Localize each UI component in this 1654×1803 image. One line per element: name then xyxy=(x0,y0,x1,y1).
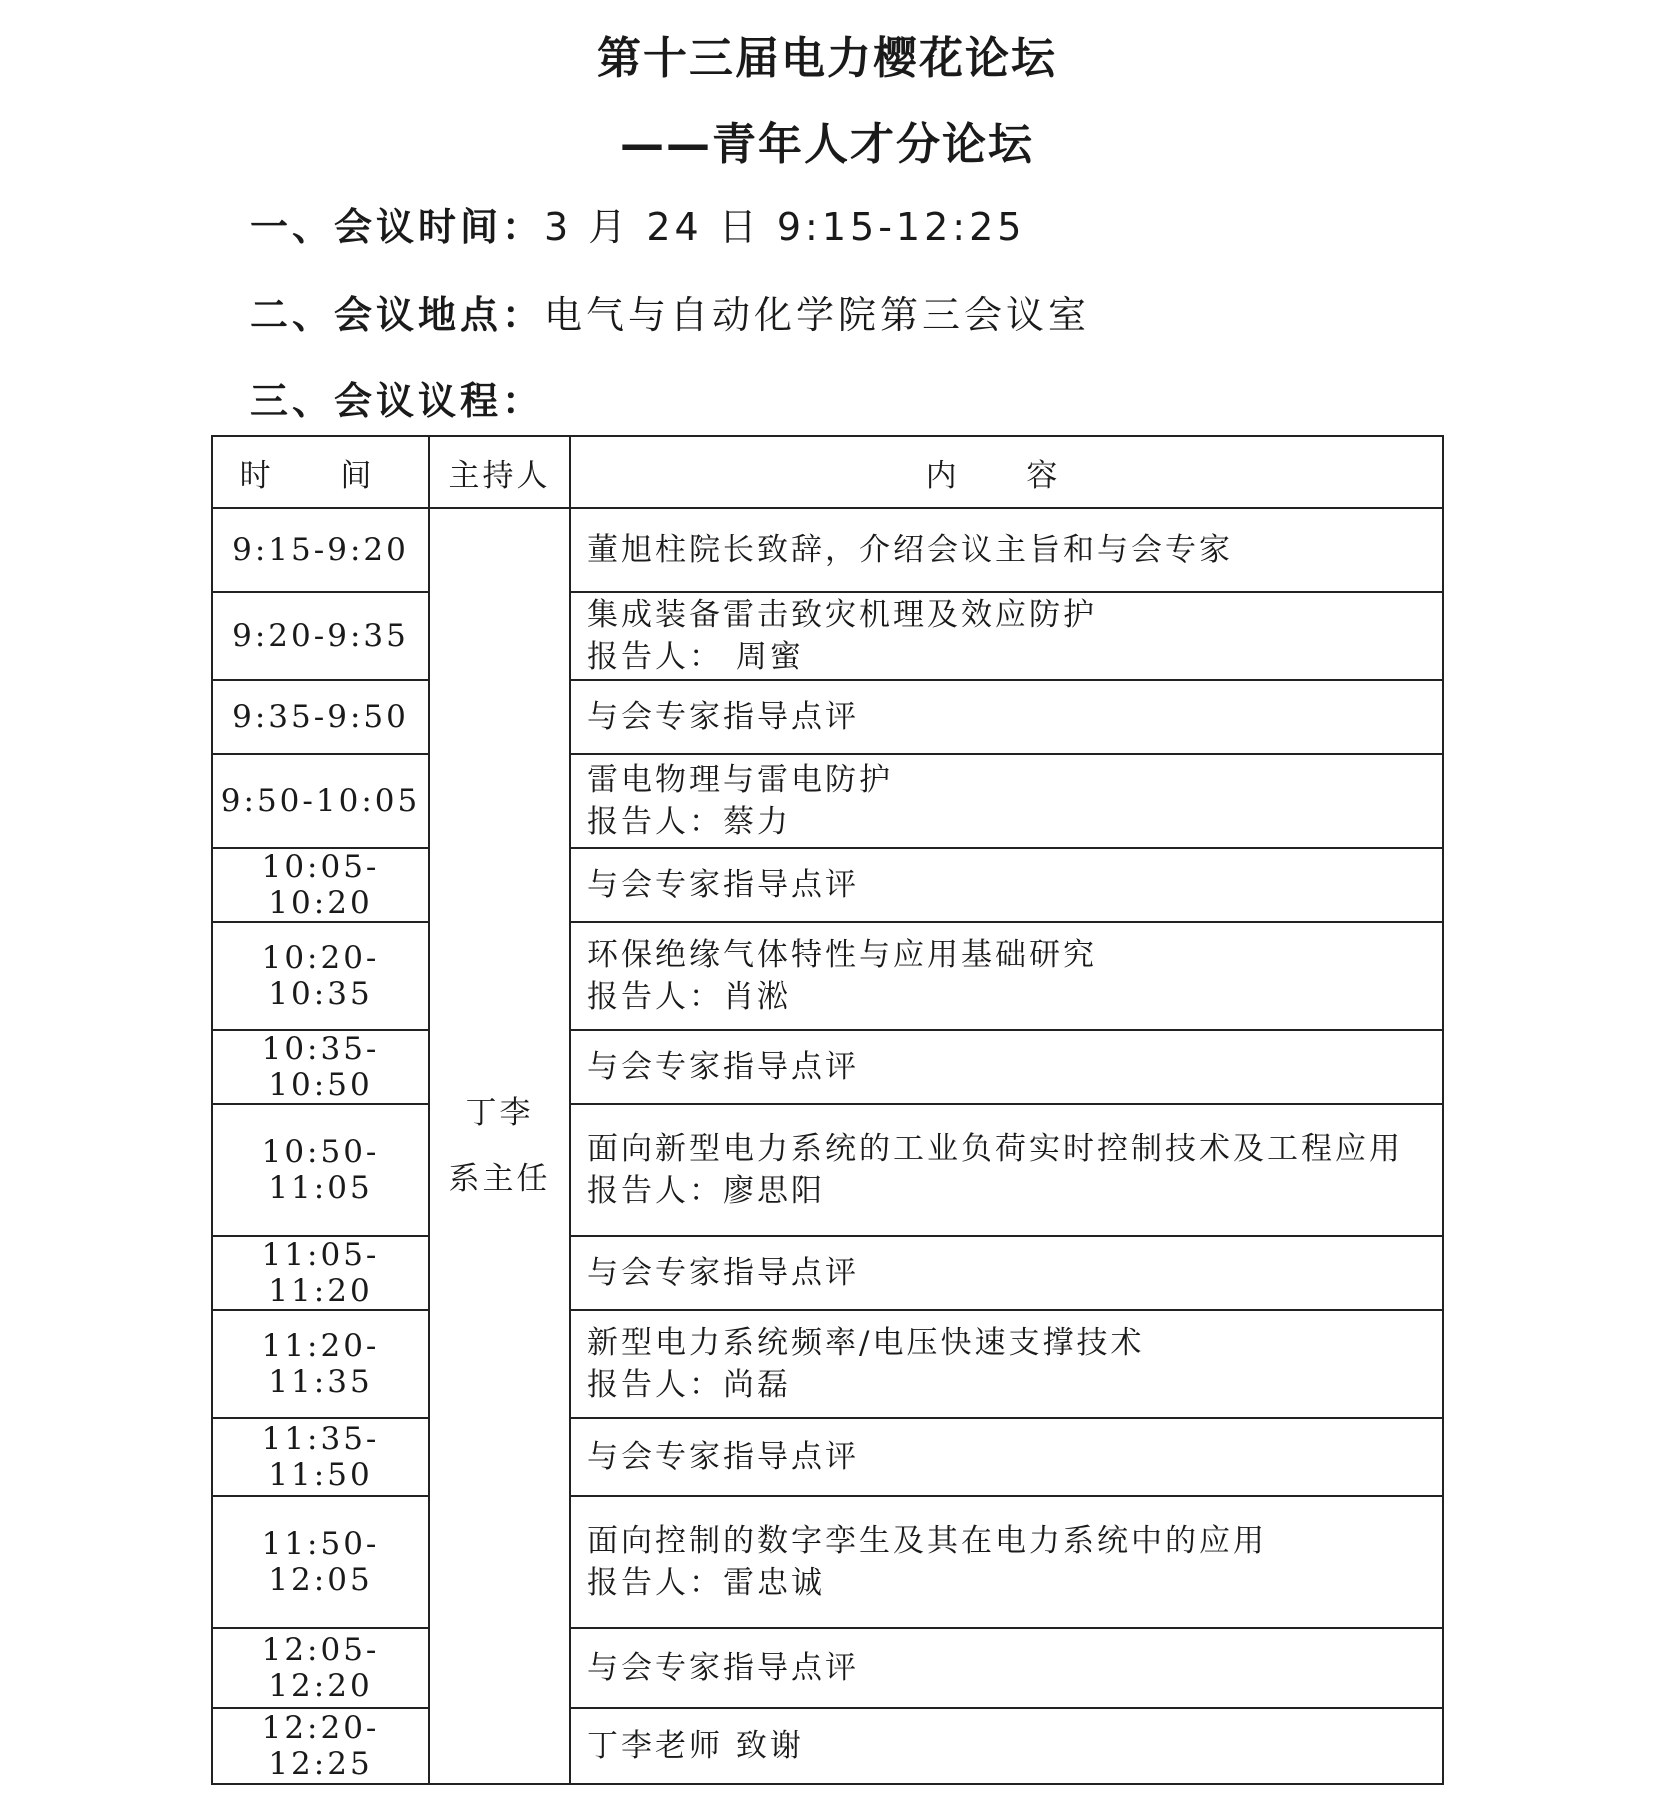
row-reporter: 报告人： 周蜜 xyxy=(587,639,804,675)
host-title: 系主任 xyxy=(448,1161,551,1197)
header-host: 主持人 xyxy=(429,436,570,508)
row-time: 11:05-11:20 xyxy=(212,1236,429,1310)
table-row xyxy=(212,1310,1443,1418)
row-time: 11:20-11:35 xyxy=(212,1310,429,1418)
row-topic: 与会专家指导点评 xyxy=(587,1255,859,1291)
row-topic: 雷电物理与雷电防护 xyxy=(587,762,893,798)
row-reporter: 报告人：雷忠诚 xyxy=(587,1565,825,1601)
agenda-table xyxy=(211,435,1444,1785)
row-time: 9:20-9:35 xyxy=(212,592,429,680)
row-topic: 与会专家指导点评 xyxy=(587,867,859,903)
row-topic: 面向控制的数字孪生及其在电力系统中的应用 xyxy=(587,1523,1267,1559)
table-row xyxy=(212,1708,1443,1784)
row-content xyxy=(570,1236,1443,1310)
row-time: 10:50-11:05 xyxy=(212,1104,429,1236)
row-time: 9:35-9:50 xyxy=(212,680,429,754)
table-row xyxy=(212,922,1443,1030)
row-content xyxy=(570,508,1443,592)
host-cell xyxy=(429,508,570,1784)
row-time: 12:20-12:25 xyxy=(212,1708,429,1784)
meeting-place-label: 二、会议地点： xyxy=(250,293,545,337)
agenda-heading xyxy=(250,370,544,425)
document-subtitle: ——青年人才分论坛 xyxy=(620,119,1034,170)
row-content xyxy=(570,1104,1443,1236)
table-row xyxy=(212,1418,1443,1496)
row-time: 12:05-12:20 xyxy=(212,1628,429,1708)
table-row xyxy=(212,680,1443,754)
row-topic: 集成装备雷击致灾机理及效应防护 xyxy=(587,597,1097,633)
row-content xyxy=(570,848,1443,922)
row-topic: 新型电力系统频率/电压快速支撑技术 xyxy=(587,1325,1145,1361)
row-content xyxy=(570,1030,1443,1104)
meeting-time-label: 一、会议时间： xyxy=(250,205,545,249)
table-row xyxy=(212,592,1443,680)
agenda-body xyxy=(212,508,1443,1784)
row-content xyxy=(570,1708,1443,1784)
table-row xyxy=(212,508,1443,592)
row-topic: 丁李老师 致谢 xyxy=(587,1728,804,1764)
table-row xyxy=(212,848,1443,922)
row-topic: 董旭柱院长致辞，介绍会议主旨和与会专家 xyxy=(587,532,1233,568)
document-title: 第十三届电力樱花论坛 xyxy=(597,33,1057,84)
row-time: 11:50-12:05 xyxy=(212,1496,429,1628)
meeting-place-value: 电气与自动化学院第三会议室 xyxy=(544,293,1091,337)
row-topic: 与会专家指导点评 xyxy=(587,699,859,735)
table-row xyxy=(212,1030,1443,1104)
row-reporter: 报告人：廖思阳 xyxy=(587,1173,825,1209)
meeting-time xyxy=(250,196,1025,251)
row-reporter: 报告人：蔡力 xyxy=(587,804,791,840)
row-time: 9:15-9:20 xyxy=(212,508,429,592)
row-content xyxy=(570,922,1443,1030)
row-content xyxy=(570,592,1443,680)
table-row xyxy=(212,1496,1443,1628)
row-content xyxy=(570,754,1443,848)
row-content xyxy=(570,1628,1443,1708)
agenda-label: 三、会议议程： xyxy=(250,379,545,423)
host-name: 丁李 xyxy=(465,1095,534,1131)
row-content xyxy=(570,1418,1443,1496)
row-time: 10:05-10:20 xyxy=(212,848,429,922)
row-topic: 与会专家指导点评 xyxy=(587,1439,859,1475)
row-topic: 面向新型电力系统的工业负荷实时控制技术及工程应用 xyxy=(587,1131,1403,1167)
row-time: 10:35-10:50 xyxy=(212,1030,429,1104)
table-row xyxy=(212,1628,1443,1708)
table-header-row xyxy=(212,436,1443,508)
header-content: 内 容 xyxy=(570,436,1443,508)
header-time: 时 间 xyxy=(212,436,429,508)
row-time: 9:50-10:05 xyxy=(212,754,429,848)
table-row xyxy=(212,1104,1443,1236)
row-topic: 与会专家指导点评 xyxy=(587,1049,859,1085)
row-reporter: 报告人：尚磊 xyxy=(587,1367,791,1403)
meeting-place xyxy=(250,284,1090,339)
row-content xyxy=(570,1310,1443,1418)
row-topic: 环保绝缘气体特性与应用基础研究 xyxy=(587,937,1097,973)
row-content xyxy=(570,680,1443,754)
table-row xyxy=(212,754,1443,848)
row-time: 10:20-10:35 xyxy=(212,922,429,1030)
row-topic: 与会专家指导点评 xyxy=(587,1650,859,1686)
row-reporter: 报告人：肖淞 xyxy=(587,979,791,1015)
meeting-time-value: 3 月 24 日 9:15-12:25 xyxy=(544,205,1026,249)
row-content xyxy=(570,1496,1443,1628)
table-row xyxy=(212,1236,1443,1310)
row-time: 11:35-11:50 xyxy=(212,1418,429,1496)
